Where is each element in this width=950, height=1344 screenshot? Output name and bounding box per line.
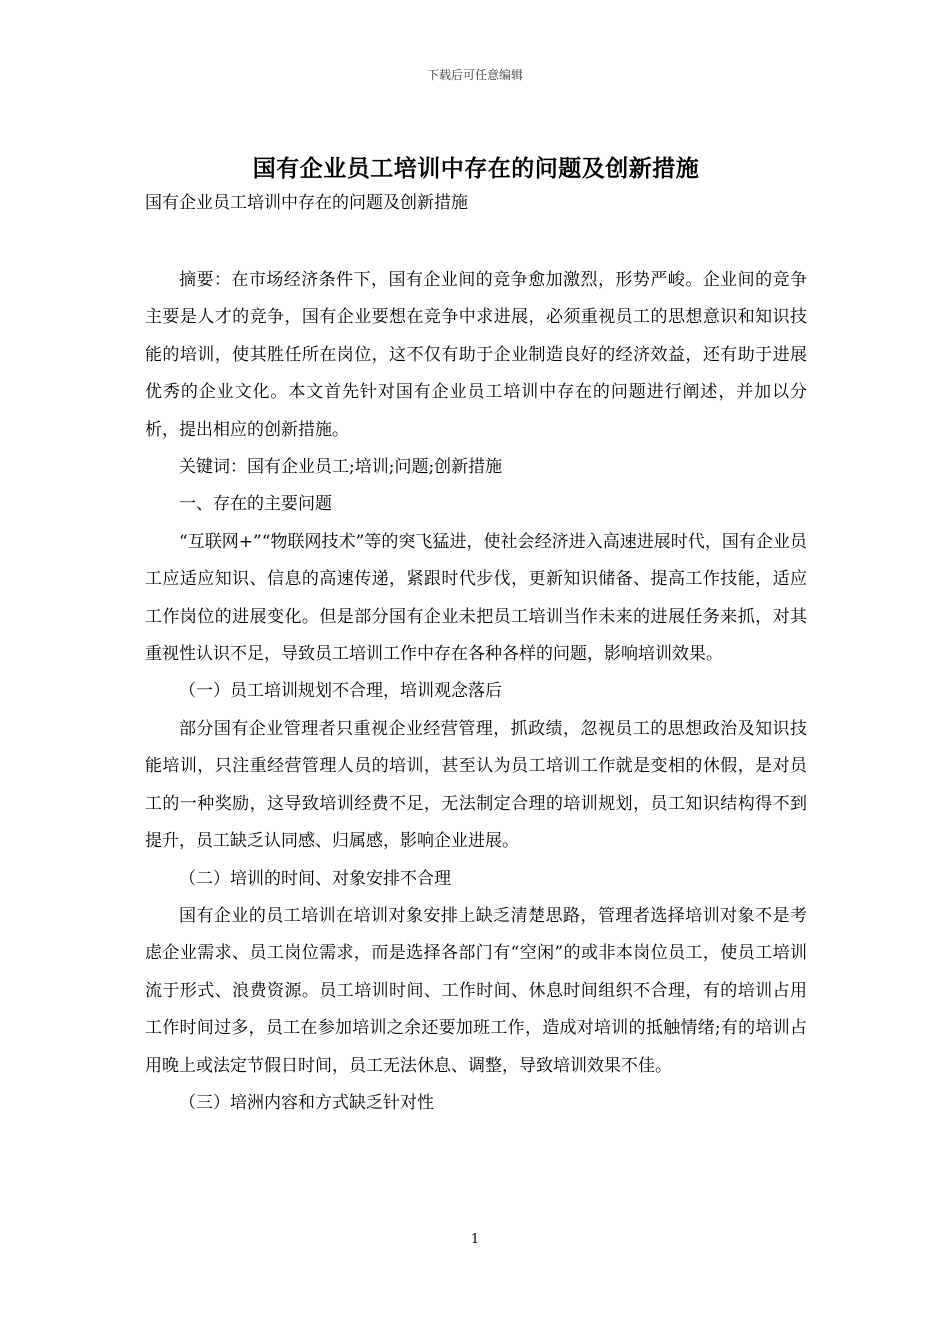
body-paragraph: 国有企业的员工培训在培训对象安排上缺乏清楚思路，管理者选择培训对象不是考虑企业需求、员工岗位需求，而是选择各部门有“空闲”的或非本岗位员工，使员工培训流于形式、浪费资源。员工培训时间、工作时间、休息时间组织不合理，有的培训占用工作时间过多，员工在参加培训之余还要加班工作，造成对培训的抵触情绪;有的培训占用晚上或法定节假日时间，员工无法休息、调整，导致培训效果不佳。 — [145, 905, 807, 1076]
keywords-paragraph: 关键词：国有企业员工;培训;问题;创新措施 — [179, 457, 503, 478]
subsection-heading: （二）培训的时间、对象安排不合理 — [179, 868, 451, 889]
body-paragraph: 部分国有企业管理者只重视企业经营管理，抓政绩，忽视员工的思想政治及知识技能培训，只注重经营管理人员的培训，甚至认为员工培训工作就是变相的休假，是对员工的一种奖励，这导致培训经费不足，无法制定合理的培训规划，员工知识结构得不到提升，员工缺乏认同感、归属感，影响企业进展。 — [145, 718, 807, 852]
body-paragraph: “互联网+”“物联网技术”等的突飞猛进，使社会经济进入高速进展时代，国有企业员工应适应知识、信息的高速传递，紧跟时代步伐，更新知识储备、提高工作技能，适应工作岗位的进展变化。但是部分国有企业未把员工培训当作未来的进展任务来抓，对其重视性认识不足，导致员工培训工作中存在各种各样的问题，影响培训效果。 — [145, 531, 807, 665]
page-number: 1 — [470, 1232, 480, 1247]
page-header-note: 下载后可任意编辑 — [426, 68, 523, 82]
spacer — [145, 218, 807, 262]
document-title: 国有企业员工培训中存在的问题及创新措施 — [252, 155, 700, 182]
document-subtitle: 国有企业员工培训中存在的问题及创新措施 — [145, 193, 468, 213]
abstract-paragraph: 摘要：在市场经济条件下，国有企业间的竞争愈加激烈，形势严峻。企业间的竞争主要是人才的竞争，国有企业要想在竞争中求进展，必须重视员工的思想意识和知识技能的培训，使其胜任所在岗位，这不仅有助于企业制造良好的经济效益，还有助于进展优秀的企业文化。本文首先针对国有企业员工培训中存在的问题进行阐述，并加以分析，提出相应的创新措施。 — [145, 270, 807, 440]
subsection-heading: （三）培洲内容和方式缺乏针对性 — [179, 1092, 434, 1113]
document-body — [145, 150, 807, 1122]
subsection-heading: （一）员工培训规划不合理，培训观念落后 — [179, 681, 502, 702]
section-heading: 一、存在的主要问题 — [179, 494, 332, 515]
